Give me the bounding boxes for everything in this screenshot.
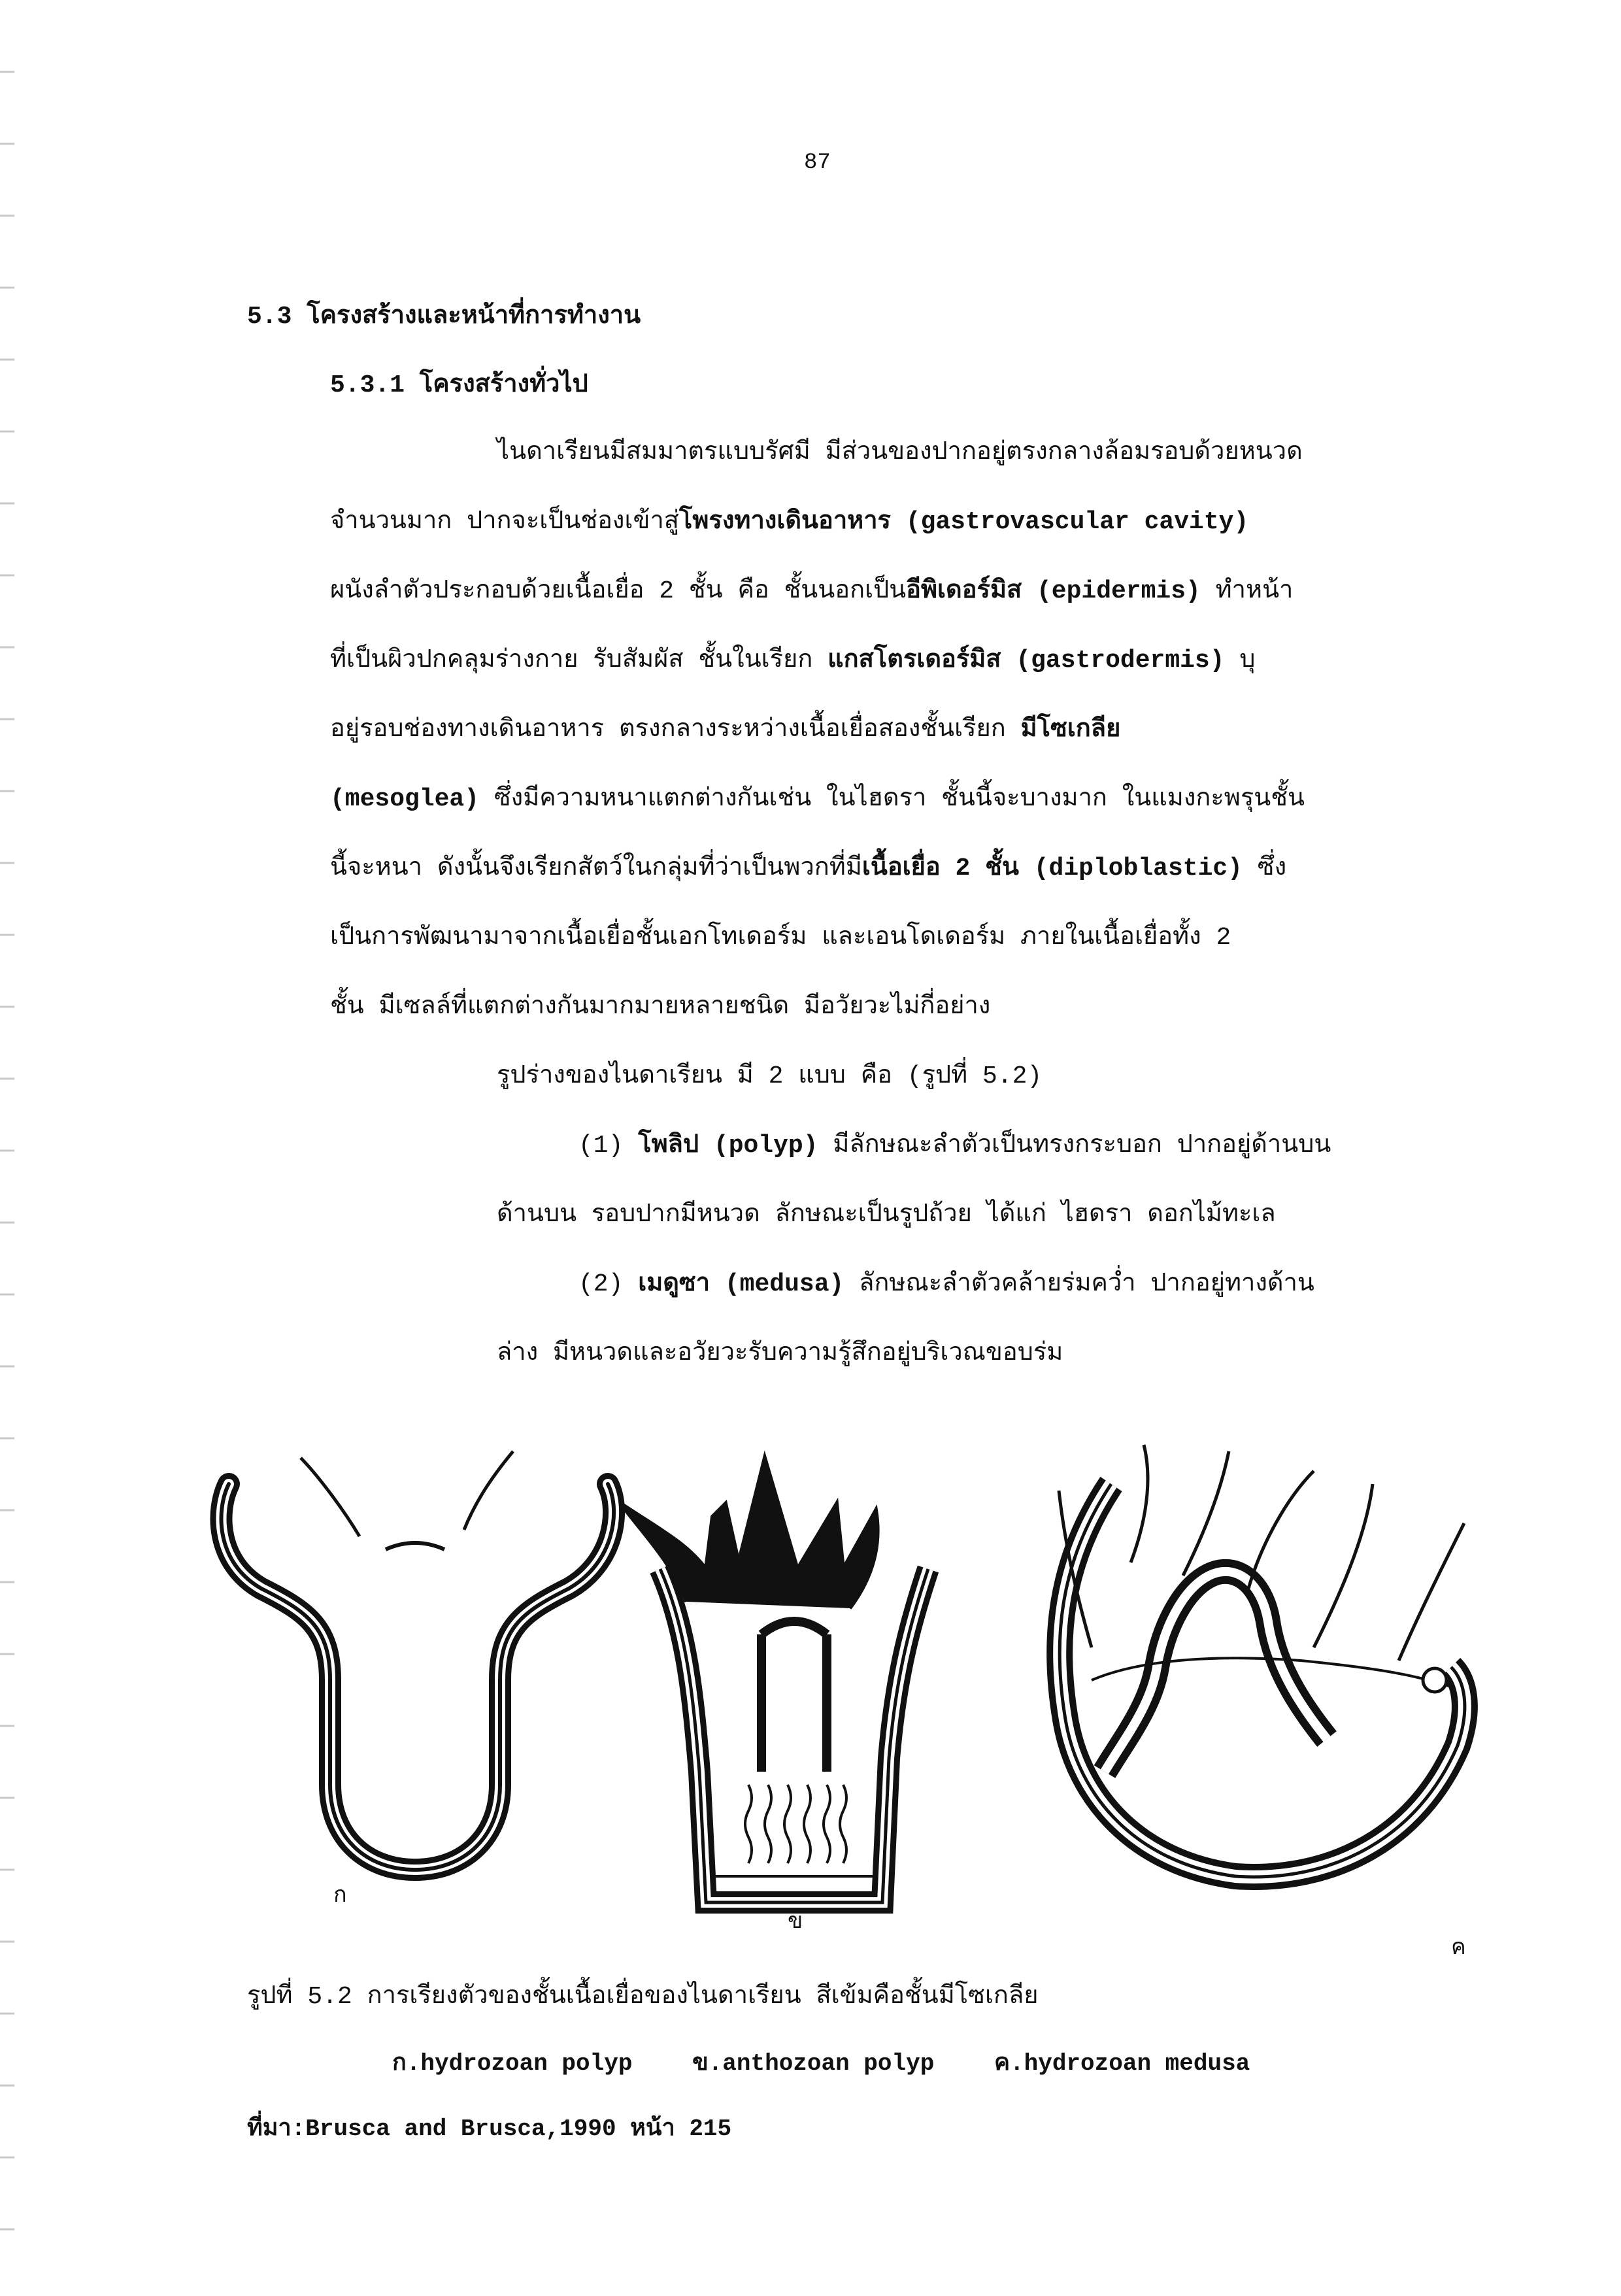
hydrozoan-medusa-drawing — [1059, 1445, 1465, 1877]
anthozoan-polyp-drawing — [621, 1458, 928, 1902]
term-bold: เมดูซา (medusa) — [638, 1270, 844, 1298]
figure-source: ที่มา:Brusca and Brusca,1990 หน้า 215 — [247, 2116, 732, 2142]
term-bold: เนื้อเยื่อ 2 ชั้น (diploblastic) — [861, 854, 1243, 883]
term-bold: อีพิเดอร์มิส (epidermis) — [906, 577, 1201, 605]
figure-subcaptions — [392, 2043, 1295, 2080]
text-line: จำนวนมาก ปากจะเป็นช่องเข้าสู่โพรงทางเดินอาหาร (gastrovascular cavity) — [330, 508, 1249, 536]
figure-caption: รูปที่ 5.2 การเรียงตัวของชั้นเนื้อเยื่อของไนดาเรียน สีเข้มคือชั้นมีโซเกลีย — [247, 1983, 1039, 2011]
body-paragraph — [330, 418, 1395, 1389]
subsection-heading: 5.3.1 โครงสร้างทั่วไป — [330, 371, 588, 399]
text-line: ผนังลำตัวประกอบด้วยเนื้อเยื่อ 2 ชั้น คือ ชั้นนอกเป็นอีพิเดอร์มิส (epidermis) ทำหน้า — [330, 577, 1294, 605]
text-line: ล่าง มีหนวดและอวัยวะรับความรู้สึกอยู่บริเวณขอบร่ม — [497, 1340, 1063, 1368]
list-item: (2) เมดูซา (medusa) ลักษณะลำตัวคล้ายร่มคว่ำ ปากอยู่ทางด้าน — [578, 1270, 1314, 1298]
term-bold: โพลิป (polyp) — [638, 1132, 818, 1160]
page-number: 87 — [804, 150, 831, 175]
section-heading: 5.3 โครงสร้างและหน้าที่การทำงาน — [247, 303, 641, 331]
figure-label-c: ค — [1451, 1936, 1466, 1961]
text-line: รูปร่างของไนดาเรียน มี 2 แบบ คือ (รูปที่ 5.2) — [497, 1062, 1043, 1090]
subcaption-a: ก.hydrozoan polyp — [392, 2050, 633, 2077]
text-line: (mesoglea) ซึ่งมีความหนาแตกต่างกันเช่น ในไฮดรา ชั้นนี้จะบางมาก ในแมงกะพรุนชั้น — [330, 785, 1305, 813]
text-line: ชั้น มีเซลล์ที่แตกต่างกันมากมายหลายชนิด มีอวัยวะไม่กี่อย่าง — [330, 993, 991, 1021]
text-line: ด้านบน รอบปากมีหนวด ลักษณะเป็นรูปถ้วย ได้แก่ ไฮดรา ดอกไม้ทะเล — [497, 1201, 1276, 1229]
text-line: เป็นการพัฒนามาจากเนื้อเยื่อชั้นเอกโทเดอร์ม และเอนโดเดอร์ม ภายในเนื้อเยื่อทั้ง 2 — [330, 924, 1231, 952]
text-line: ที่เป็นผิวปกคลุมร่างกาย รับสัมผัส ชั้นในเรียก แกสโตรเดอร์มิส (gastrodermis) บุ — [330, 647, 1256, 675]
term-bold: (mesoglea) — [330, 785, 480, 813]
text-line: นี้จะหนา ดังนั้นจึงเรียกสัตว์ในกลุ่มที่ว่าเป็นพวกที่มีเนื้อเยื่อ 2 ชั้น (diploblastic) ซึ่ง — [330, 854, 1287, 883]
hydrozoan-polyp-drawing — [221, 1451, 614, 1870]
figure-cnidarian-body-plans — [190, 1432, 1549, 1981]
text-line: อยู่รอบช่องทางเดินอาหาร ตรงกลางระหว่างเนื้อเยื่อสองชั้นเรียก มีโซเกลีย — [330, 716, 1121, 744]
figure-label-a: ก — [333, 1884, 347, 1909]
text-line: ไนดาเรียนมีสมมาตรแบบรัศมี มีส่วนของปากอยู่ตรงกลางล้อมรอบด้วยหนวด — [497, 439, 1303, 467]
margin-ticks — [0, 0, 20, 2296]
term-bold: มีโซเกลีย — [1020, 716, 1121, 744]
subcaption-c: ค.hydrozoan medusa — [994, 2050, 1250, 2077]
term-bold: แกสโตรเดอร์มิส (gastrodermis) — [827, 647, 1225, 675]
list-item: (1) โพลิป (polyp) มีลักษณะลำตัวเป็นทรงกระบอก ปากอยู่ด้านบน — [578, 1132, 1331, 1160]
subcaption-b: ข.anthozoan polyp — [692, 2050, 935, 2077]
term-bold: โพรงทางเดินอาหาร (gastrovascular cavity) — [679, 508, 1249, 536]
figure-label-b: ข — [788, 1910, 803, 1935]
